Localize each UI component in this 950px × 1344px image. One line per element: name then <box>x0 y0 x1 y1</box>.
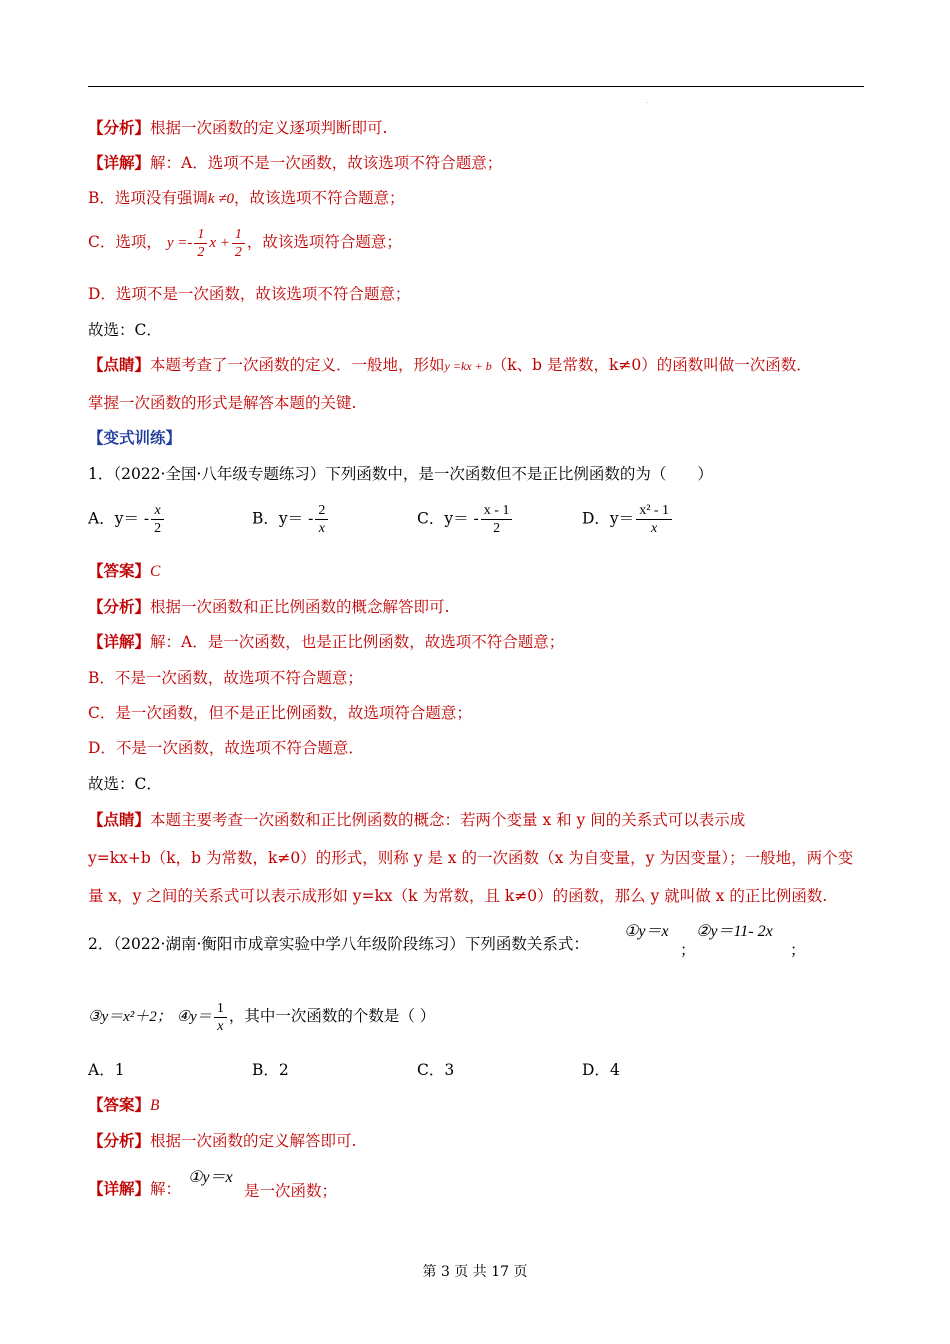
q2-detail: 【详解】解： <box>88 1179 182 1198</box>
q2-option-b: B．2 <box>252 1061 289 1079</box>
choose-1: 故选：C． <box>88 321 162 339</box>
q2-f1: ①y＝x <box>624 923 669 940</box>
line-c: C．选项， y =- $\frac{1}{2}$ x + $\frac{1}{2}$ ，故该选项符合题意； <box>88 227 402 261</box>
variant-title: 【变式训练】 <box>88 428 182 447</box>
q1-line-b: B．不是一次函数，故选项不符合题意； <box>88 669 363 687</box>
line-d: D．选项不是一次函数，故该选项不符合题意； <box>88 285 411 303</box>
q1-line-d: D．不是一次函数，故选项不符合题意． <box>88 739 364 757</box>
q1-option-a: A．y＝ - $\frac{x}{2}$ <box>88 502 166 537</box>
q1-choose: 故选：C． <box>88 775 162 793</box>
header-dot: . <box>646 98 648 105</box>
header-rule <box>88 86 864 87</box>
detail-1: 【详解】解：A．选项不是一次函数，故该选项不符合题意； <box>88 153 503 172</box>
q2-f2: ②y＝11- 2x <box>696 923 773 940</box>
q2-answer: 【答案】B <box>88 1095 160 1114</box>
q1-comment-line2: y=kx+b（k，b 为常数，k≠0）的形式，则称 y 是 x 的一次函数（x 为自变量，y 为因变量）；一般地，两个变 <box>88 849 854 867</box>
q1-line-c: C．是一次函数，但不是正比例函数，故选项符合题意； <box>88 704 472 722</box>
comment-1: 【点睛】本题考查了一次函数的定义．一般地，形如y =kx + b（k、b 是常数，k≠0）的函数叫做一次函数． <box>88 355 812 374</box>
line-b: B．选项没有强调k ≠0，故该选项不符合题意； <box>88 189 405 207</box>
q1-option-c: C．y＝ - $\frac{x - 1}{2}$ <box>417 502 514 537</box>
q2-stem: 2．（2022·湖南·衡阳市成章实验中学八年级阶段练习）下列函数关系式： <box>88 935 589 953</box>
page-footer: 第 3 页 共 17 页 <box>422 1264 528 1280</box>
q1-detail: 【详解】解：A．是一次函数，也是正比例函数，故选项不符合题意； <box>88 632 565 651</box>
q2-analysis: 【分析】根据一次函数的定义解答即可. <box>88 1131 357 1150</box>
q2-option-a: A．1 <box>88 1061 125 1079</box>
q1-answer: 【答案】C <box>88 561 161 580</box>
q1-option-b: B．y＝ - $\frac{2}{x}$ <box>252 502 330 537</box>
analysis-1: 【分析】根据一次函数的定义逐项判断即可. <box>88 118 388 137</box>
q2-detail-suffix: 是一次函数； <box>244 1182 338 1200</box>
q2-option-c: C．3 <box>417 1061 455 1079</box>
q1-comment: 【点睛】本题主要考查一次函数和正比例函数的概念：若两个变量 x 和 y 间的关系式可以表示成 <box>88 810 746 829</box>
q2-option-d: D．4 <box>582 1061 620 1079</box>
equation-c: y =- $\frac{1}{2}$ x + $\frac{1}{2}$ <box>167 235 247 251</box>
equation-ykxb: y =kx + b <box>444 359 492 373</box>
q2-formulas: ③y＝x²＋2； ④y＝ $\frac{1}{x}$ ，其中一次函数的个数是（ ） <box>88 1000 436 1034</box>
q1-analysis: 【分析】根据一次函数和正比例函数的概念解答即可. <box>88 597 450 616</box>
q1-option-d: D．y＝ $\frac{\text{x² - 1}}{x}$ <box>582 502 674 537</box>
q1-comment-line3: 量 x，y 之间的关系式可以表示成形如 y=kx（k 为常数，且 k≠0）的函数，那么 y 就叫做 x 的正比例函数. <box>88 887 828 905</box>
comment-1-line2: 掌握一次函数的形式是解答本题的关键. <box>88 394 357 412</box>
q1-stem: 1．（2022·全国·八年级专题练习）下列函数中，是一次函数但不是正比例函数的为（ ） <box>88 465 713 483</box>
q2-detail-math: ①y＝x <box>188 1169 233 1186</box>
